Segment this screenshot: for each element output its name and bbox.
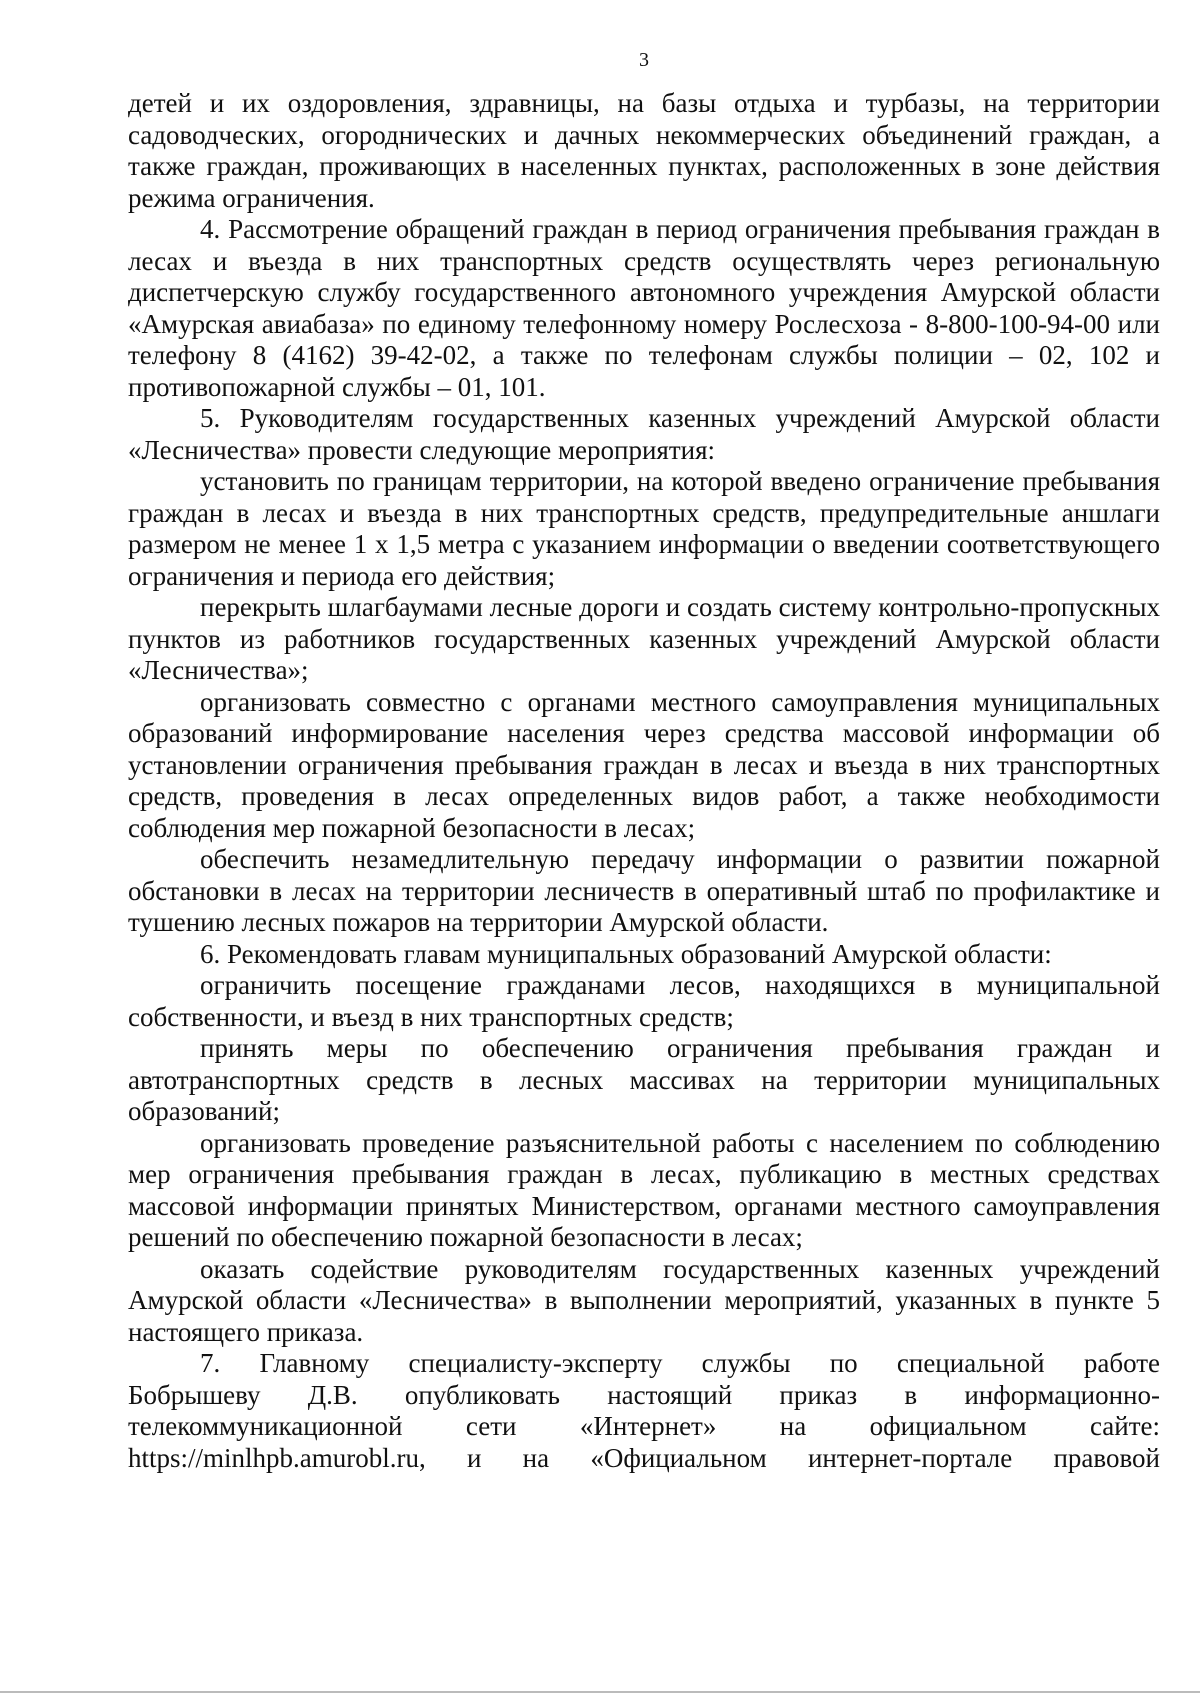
paragraph-measure-signs: установить по границам территории, на которой введено ограничение пребывания граждан в лесах и въезда в них транспортных средств, предупредительные аншлаги размером не менее 1 х 1,5 метра с указанием информации о введении соответствующего ограничения и периода его действия; — [128, 466, 1160, 591]
paragraph-item-4: 4. Рассмотрение обращений граждан в период ограничения пребывания граждан в лесах и въезда в них транспортных средств осуществлять через региональную диспетчерскую службу государственного автономного учреждения Амурской области «Амурская авиабаза» по единому телефонному номеру Рослесхоза - 8-800-100-94-00 или телефону 8 (4162) 39-42-02, а также по телефонам службы полиции – 02, 102 и противопожарной службы – 01, 101. — [128, 214, 1160, 402]
paragraph-continuation: детей и их оздоровления, здравницы, на базы отдыха и турбазы, на территории садоводческих, огороднических и дачных некоммерческих объединений граждан, а также граждан, проживающих в населенных пунктах, расположенных в зоне действия режима ограничения. — [128, 88, 1160, 213]
paragraph-recommend-assist: оказать содействие руководителям государственных казенных учреждений Амурской области «Лесничества» в выполнении мероприятий, указанных в пункте 5 настоящего приказа. — [128, 1253, 1160, 1347]
scan-bottom-edge — [0, 1691, 1200, 1693]
text-line: Бобрышеву Д.В. опубликовать настоящий приказ в информационно- — [128, 1379, 1160, 1410]
paragraph-item-6: 6. Рекомендовать главам муниципальных образований Амурской области: — [200, 938, 1052, 969]
paragraph-measure-barriers: перекрыть шлагбаумами лесные дороги и создать систему контрольно-пропускных пунктов из работников государственных казенных учреждений Амурской области «Лесничества»; — [128, 592, 1160, 685]
paragraph-recommend-measures: принять меры по обеспечению ограничения пребывания граждан и автотранспортных средств в лесных массивах на территории муниципальных образований; — [128, 1033, 1160, 1126]
text-line: https://minlhpb.amurobl.ru, и на «Официальном интернет-портале правовой — [128, 1442, 1160, 1473]
document-page — [128, 48, 1160, 1474]
page-number: 3 — [639, 49, 649, 71]
text-line: 7. Главному специалисту-эксперту службы по специальной работе — [200, 1348, 1160, 1378]
paragraph-recommend-explain: организовать проведение разъяснительной работы с населением по соблюдению мер ограничения пребывания граждан в лесах, публикацию в местных средствах массовой информации принятых Министерством, органами местного самоуправления решений по обеспечению пожарной безопасности в лесах; — [128, 1127, 1160, 1252]
paragraph-recommend-limit: ограничить посещение гражданами лесов, находящихся в муниципальной собственности, и въезд в них транспортных средств; — [128, 970, 1160, 1032]
paragraph-item-7 — [128, 1348, 1160, 1474]
paragraph-item-5: 5. Руководителям государственных казенных учреждений Амурской области «Лесничества» провести следующие мероприятия: — [128, 403, 1160, 465]
text-line: телекоммуникационной сети «Интернет» на официальном сайте: — [128, 1411, 1160, 1441]
paragraph-measure-report: обеспечить незамедлительную передачу информации о развитии пожарной обстановки в лесах на территории лесничеств в оперативный штаб по профилактике и тушению лесных пожаров на территории Амурской области. — [128, 844, 1160, 937]
paragraph-measure-inform: организовать совместно с органами местного самоуправления муниципальных образований информирование населения через средства массовой информации об установлении ограничения пребывания граждан в лесах и въезда в них транспортных средств, проведения в лесах определенных видов работ, а также необходимости соблюдения мер пожарной безопасности в лесах; — [128, 686, 1160, 843]
